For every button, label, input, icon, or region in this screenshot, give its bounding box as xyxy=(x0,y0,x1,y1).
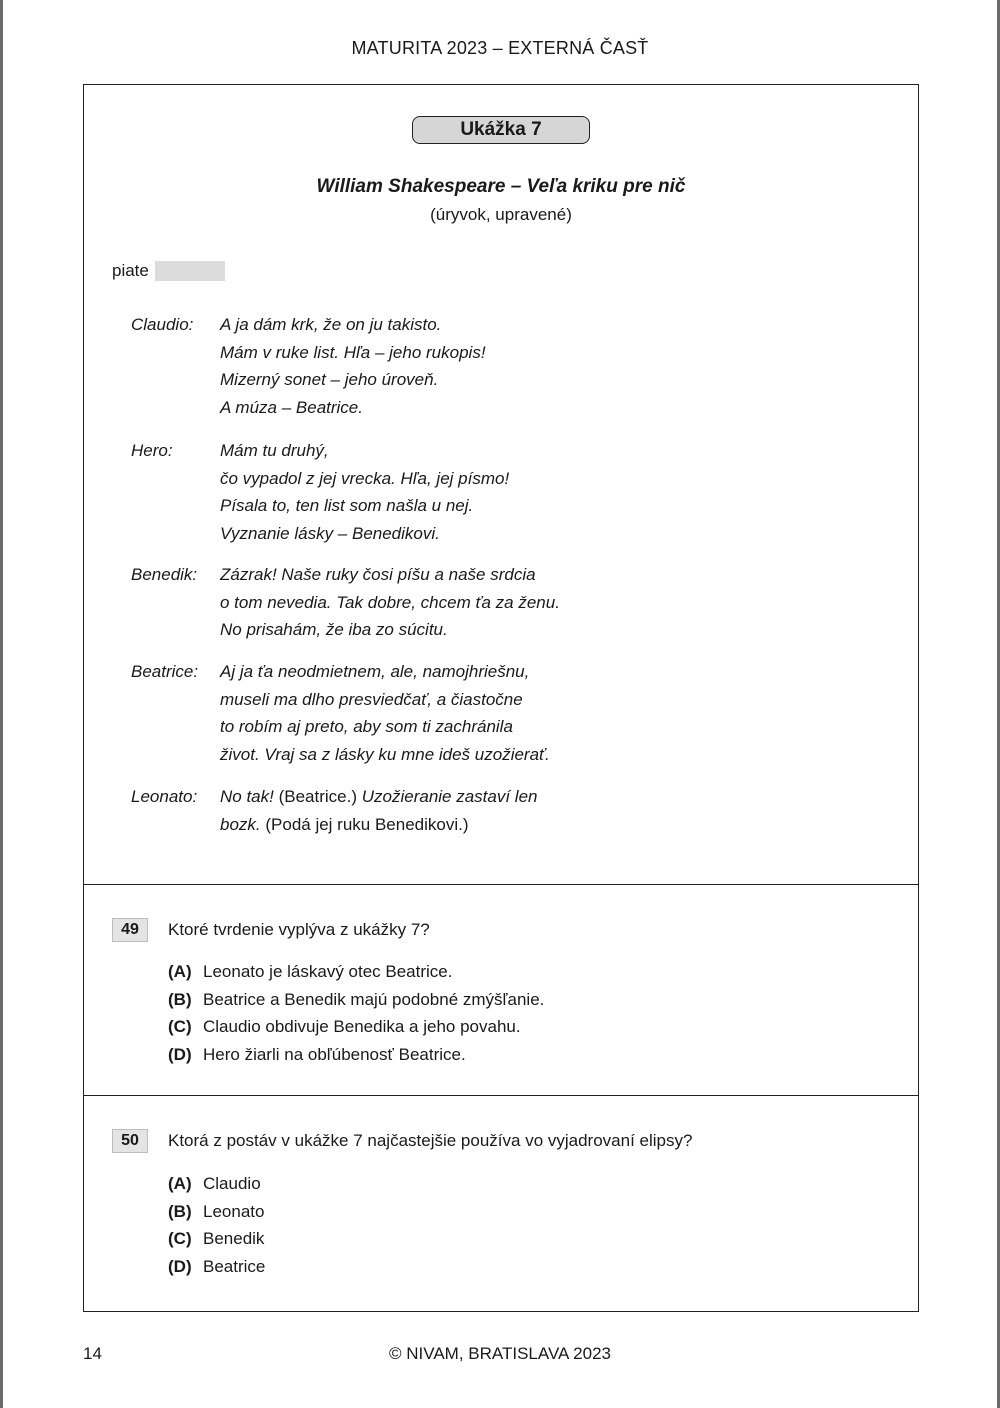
stage-direction: (Beatrice.) xyxy=(278,787,358,806)
section-divider xyxy=(84,1095,918,1096)
speech-hero xyxy=(131,437,509,548)
excerpt-subtitle: (úryvok, upravené) xyxy=(430,205,572,224)
speech-line: Aj ja ťa neodmietnem, ale, namojhriešnu, xyxy=(220,662,530,681)
redacted-box xyxy=(155,261,225,281)
speech-line: A ja dám krk, že on ju takisto. xyxy=(220,315,442,334)
speech-line: No tak! (Beatrice.) Uzožieranie zastaví len xyxy=(220,787,538,806)
speech-line: o tom nevedia. Tak dobre, chcem ťa za ženu. xyxy=(220,592,560,612)
page-edge xyxy=(0,0,3,1408)
excerpt-badge: Ukážka 7 xyxy=(412,116,590,144)
speaker-name: Leonato: xyxy=(131,787,198,806)
speech-line: Mám tu druhý, xyxy=(220,441,329,460)
speech-leonato xyxy=(131,783,538,838)
copyright: © NIVAM, BRATISLAVA 2023 xyxy=(389,1344,611,1363)
piate-line xyxy=(112,261,225,281)
page-number: 14 xyxy=(83,1344,102,1363)
speech-line: A múza – Beatrice. xyxy=(220,398,363,418)
answer-option[interactable]: (A) Claudio xyxy=(168,1174,261,1193)
speech-line: Mám v ruke list. Hľa – jeho rukopis! xyxy=(220,342,486,362)
question-number: 49 xyxy=(112,918,148,942)
answer-option[interactable]: (B) Beatrice a Benedik majú podobné zmýšľanie. xyxy=(168,989,545,1009)
speech-line: bozk. (Podá jej ruku Benedikovi.) xyxy=(220,814,469,834)
speech-benedik xyxy=(131,561,560,644)
speaker-name: Beatrice: xyxy=(131,662,199,681)
answer-option[interactable]: (C) Claudio obdivuje Benedika a jeho povahu. xyxy=(168,1017,521,1036)
question-text: Ktoré tvrdenie vyplýva z ukážky 7? xyxy=(168,920,430,939)
question-text: Ktorá z postáv v ukážke 7 najčastejšie používa vo vyjadrovaní elipsy? xyxy=(168,1131,693,1150)
answer-option[interactable]: (B) Leonato xyxy=(168,1201,265,1221)
speech-line: Písala to, ten list som našla u nej. xyxy=(220,496,474,516)
excerpt-title: William Shakespeare – Veľa kriku pre nič xyxy=(316,176,686,197)
speaker-name: Hero: xyxy=(131,441,173,460)
page-header: MATURITA 2023 – EXTERNÁ ČASŤ xyxy=(351,38,649,58)
speaker-name: Claudio: xyxy=(131,315,194,334)
answer-option[interactable]: (C) Benedik xyxy=(168,1229,265,1248)
stage-direction: (Podá jej ruku Benedikovi.) xyxy=(265,814,469,834)
speech-line: Mizerný sonet – jeho úroveň. xyxy=(220,370,439,390)
speech-line: No prisahám, že iba zo súcitu. xyxy=(220,620,448,640)
speech-line: život. Vraj sa z lásky ku mne ideš uzožierať. xyxy=(220,745,550,765)
question-number: 50 xyxy=(112,1129,148,1153)
speaker-name: Benedik: xyxy=(131,565,198,584)
speech-line: Vyznanie lásky – Benedikovi. xyxy=(220,524,440,544)
speech-claudio xyxy=(131,311,486,422)
answer-option[interactable]: (D) Beatrice xyxy=(168,1256,266,1276)
answer-option[interactable]: (D) Hero žiarli na obľúbenosť Beatrice. xyxy=(168,1044,466,1064)
speech-line: to robím aj preto, aby som ti zachránila xyxy=(220,717,513,737)
answer-option[interactable]: (A) Leonato je láskavý otec Beatrice. xyxy=(168,962,453,981)
section-divider xyxy=(84,884,918,885)
answer-options xyxy=(168,958,544,1068)
speech-beatrice xyxy=(131,658,550,769)
speech-line: Zázrak! Naše ruky čosi píšu a naše srdcia xyxy=(220,565,536,584)
piate-label: piate xyxy=(112,261,149,280)
exam-frame xyxy=(83,84,919,1312)
speech-line: museli ma dlho presviedčať, a čiastočne xyxy=(220,689,523,709)
answer-options xyxy=(168,1170,265,1280)
speech-line: čo vypadol z jej vrecka. Hľa, jej písmo! xyxy=(220,468,510,488)
